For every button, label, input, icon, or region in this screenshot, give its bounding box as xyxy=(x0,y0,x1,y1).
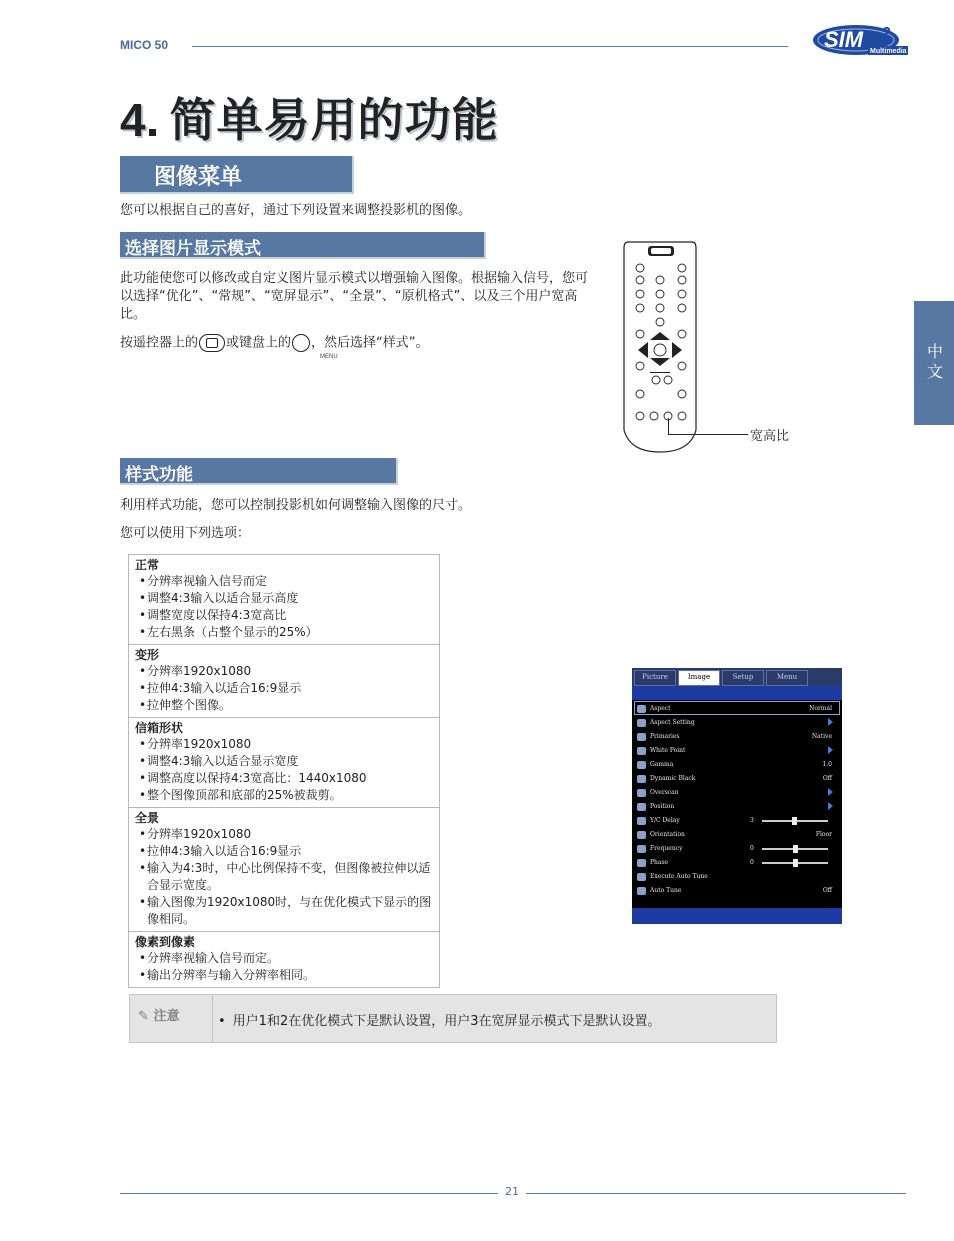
style-options-intro: 您可以使用下列选项： xyxy=(120,526,251,541)
option-item: • 分辨率1920x1080 xyxy=(135,736,435,753)
osd-row-yc-delay xyxy=(632,814,842,828)
osd-row-label: Phase xyxy=(650,859,669,866)
note-label xyxy=(138,1005,179,1024)
mode-description: 此功能使您可以修改或自定义图片显示模式以增强输入图像。根据输入信号，您可以选择“优化”、“常规”、“宽屏显示”、“全景”、“原机格式”、以及三个用户宽高比。 xyxy=(120,271,589,322)
osd-row-overscan xyxy=(632,786,842,800)
chapter-text: 简单易用的功能 xyxy=(169,93,499,147)
osd-row-label: Gamma xyxy=(650,761,674,768)
header-rule xyxy=(192,46,788,47)
osd-header-bar xyxy=(632,686,842,700)
pencil-icon: ✎ xyxy=(138,1009,149,1024)
style-description: 利用样式功能，您可以控制投影机如何调整输入图像的尺寸。 xyxy=(120,498,472,513)
option-group-title: 全景 xyxy=(135,811,160,825)
osd-row-value: Off xyxy=(822,775,832,782)
submenu-arrow-icon xyxy=(828,788,833,796)
osd-row-label: Frequency xyxy=(650,845,683,852)
subsection-banner-display-mode: 选择图片显示模式 xyxy=(120,232,486,259)
osd-row-label: Position xyxy=(650,803,675,810)
osd-row-value: 3 xyxy=(750,817,754,824)
osd-row-execute-auto-tune xyxy=(632,870,842,884)
osd-row-label: Primaries xyxy=(650,733,680,740)
osd-row-label: Execute Auto Tune xyxy=(650,873,708,880)
option-item: • 调整4:3输入以适合显示宽度 xyxy=(135,753,435,770)
aspect-callout-line xyxy=(668,434,748,435)
option-group-title: 信箱形状 xyxy=(135,721,184,735)
note-label-text: 注意 xyxy=(153,1009,180,1024)
section-intro: 您可以根据自己的喜好，通过下列设置来调整投影机的图像。 xyxy=(120,203,472,218)
white-point-icon xyxy=(637,747,646,755)
phase-slider-knob xyxy=(793,859,798,867)
submenu-arrow-icon xyxy=(828,718,833,726)
option-item: • 分辨率1920x1080 xyxy=(135,663,435,680)
subsection-banner-style: 样式功能 xyxy=(120,458,398,485)
osd-row-value: 0 xyxy=(750,845,754,852)
osd-row-label: Dynamic Black xyxy=(650,775,696,782)
osd-row-aspect-setting xyxy=(632,716,842,730)
osd-row-value: Off xyxy=(822,887,832,894)
osd-row-value: 1.0 xyxy=(822,761,832,768)
option-item: • 输出分辨率与输入分辨率相同。 xyxy=(135,967,435,984)
mode-instruction xyxy=(120,334,429,353)
osd-row-primaries xyxy=(632,730,842,744)
submenu-arrow-icon xyxy=(828,746,833,754)
gamma-icon xyxy=(637,761,646,769)
mode-instruction-part-c: ，然后选择“样式”。 xyxy=(311,335,429,351)
option-item: • 拉伸4:3输入以适合16:9显示 xyxy=(135,843,435,860)
yc-delay-icon xyxy=(637,817,646,825)
osd-row-label: Aspect Setting xyxy=(650,719,695,726)
option-group-anamorphic xyxy=(129,645,439,718)
header-model: MICO 50 xyxy=(120,38,169,52)
option-item: • 调整宽度以保持4:3宽高比 xyxy=(135,607,435,624)
osd-row-auto-tune xyxy=(632,884,842,898)
language-side-tab: 中文 xyxy=(914,301,954,425)
option-item: • 分辨率1920x1080 xyxy=(135,826,435,843)
page-number: 21 xyxy=(505,1185,519,1198)
osd-row-frequency xyxy=(632,842,842,856)
option-group-title: 变形 xyxy=(135,648,160,662)
osd-row-label: Y/C Delay xyxy=(650,817,680,824)
osd-row-label: Aspect xyxy=(650,705,671,712)
option-item: • 拉伸整个图像。 xyxy=(135,697,435,714)
aspect-callout-label: 宽高比 xyxy=(750,429,790,444)
dynamic-black-icon xyxy=(637,775,646,783)
aspect-icon xyxy=(637,705,646,713)
style-options-table xyxy=(128,554,440,988)
osd-row-position xyxy=(632,800,842,814)
osd-row-white-point xyxy=(632,744,842,758)
osd-row-value: Native xyxy=(811,733,832,740)
option-item: • 分辨率视输入信号而定 xyxy=(135,573,435,590)
note-box xyxy=(129,994,777,1043)
svg-text:SIM: SIM xyxy=(824,27,864,52)
option-item: • 输入为4:3时，中心比例保持不变，但图像被拉伸以适合显示宽度。 xyxy=(135,860,435,894)
section-banner-image-menu: 图像菜单 xyxy=(120,156,354,194)
frequency-slider-knob xyxy=(793,845,798,853)
svg-text:2: 2 xyxy=(882,25,891,42)
execute-auto-tune-icon xyxy=(637,873,646,881)
option-item: • 分辨率视输入信号而定。 xyxy=(135,950,435,967)
keypad-menu-key-icon xyxy=(292,334,310,352)
option-item: • 整个图像顶部和底部的25%被裁剪。 xyxy=(135,787,435,804)
footer-rule-left xyxy=(120,1193,498,1194)
osd-tab-menu: Menu xyxy=(766,670,808,686)
sim2-logo xyxy=(812,18,910,58)
aspect-callout-vertical-line xyxy=(668,418,669,434)
option-item: • 拉伸4:3输入以适合16:9显示 xyxy=(135,680,435,697)
remote-menu-key-icon xyxy=(199,334,225,352)
chapter-dot xyxy=(149,129,156,136)
option-group-title: 像素到像素 xyxy=(135,935,196,949)
osd-row-value: 0 xyxy=(750,859,754,866)
orientation-icon xyxy=(637,831,646,839)
aspect-setting-icon xyxy=(637,719,646,727)
osd-tab-image: Image xyxy=(678,670,720,686)
option-group-letterbox xyxy=(129,718,439,808)
option-group-normal xyxy=(129,555,439,645)
osd-row-dynamic-black xyxy=(632,772,842,786)
option-group-title: 正常 xyxy=(135,558,160,572)
primaries-icon xyxy=(637,733,646,741)
option-item: • 调整4:3输入以适合显示高度 xyxy=(135,590,435,607)
option-item: • 左右黑条（占整个显示的25%） xyxy=(135,624,435,641)
osd-row-label: Overscan xyxy=(650,789,679,796)
note-text: • 用户1和2在优化模式下是默认设置，用户3在宽屏显示模式下是默认设置。 xyxy=(218,1010,661,1029)
frequency-icon xyxy=(637,845,646,853)
osd-row-label: Auto Tune xyxy=(650,887,682,894)
option-group-pixel-to-pixel xyxy=(129,932,439,987)
submenu-arrow-icon xyxy=(828,802,833,810)
osd-row-label: Orientation xyxy=(650,831,685,838)
osd-row-value: Floor xyxy=(815,831,832,838)
position-icon xyxy=(637,803,646,811)
osd-row-phase xyxy=(632,856,842,870)
menu-key-caption: MENU xyxy=(320,354,338,360)
svg-text:Multimedia: Multimedia xyxy=(870,48,907,55)
mode-instruction-part-a: 按遥控器上的 xyxy=(120,335,199,351)
osd-tab-picture: Picture xyxy=(634,670,676,686)
note-divider xyxy=(212,995,213,1042)
osd-tab-setup: Setup xyxy=(722,670,764,686)
option-item: • 调整高度以保持4:3宽高比：1440x1080 xyxy=(135,770,435,787)
osd-row-aspect xyxy=(632,702,842,716)
osd-row-gamma xyxy=(632,758,842,772)
osd-tab-bar xyxy=(632,668,842,686)
osd-row-label: White Point xyxy=(650,747,686,754)
overscan-icon xyxy=(637,789,646,797)
chapter-number: 4 xyxy=(120,94,147,146)
auto-tune-icon xyxy=(637,887,646,895)
osd-image-menu-screenshot xyxy=(632,668,842,924)
footer-rule-right xyxy=(526,1193,906,1194)
osd-row-value: Normal xyxy=(809,705,832,712)
option-item: • 输入图像为1920x1080时，与在优化模式下显示的图像相同。 xyxy=(135,894,435,928)
remote-control-illustration xyxy=(620,240,700,454)
yc-delay-slider-knob xyxy=(792,817,797,825)
option-group-panorama xyxy=(129,808,439,932)
phase-icon xyxy=(637,859,646,867)
osd-row-orientation xyxy=(632,828,842,842)
osd-footer-bar xyxy=(632,908,842,924)
mode-instruction-part-b: 或键盘上的 xyxy=(226,335,292,351)
chapter-title xyxy=(120,84,499,150)
